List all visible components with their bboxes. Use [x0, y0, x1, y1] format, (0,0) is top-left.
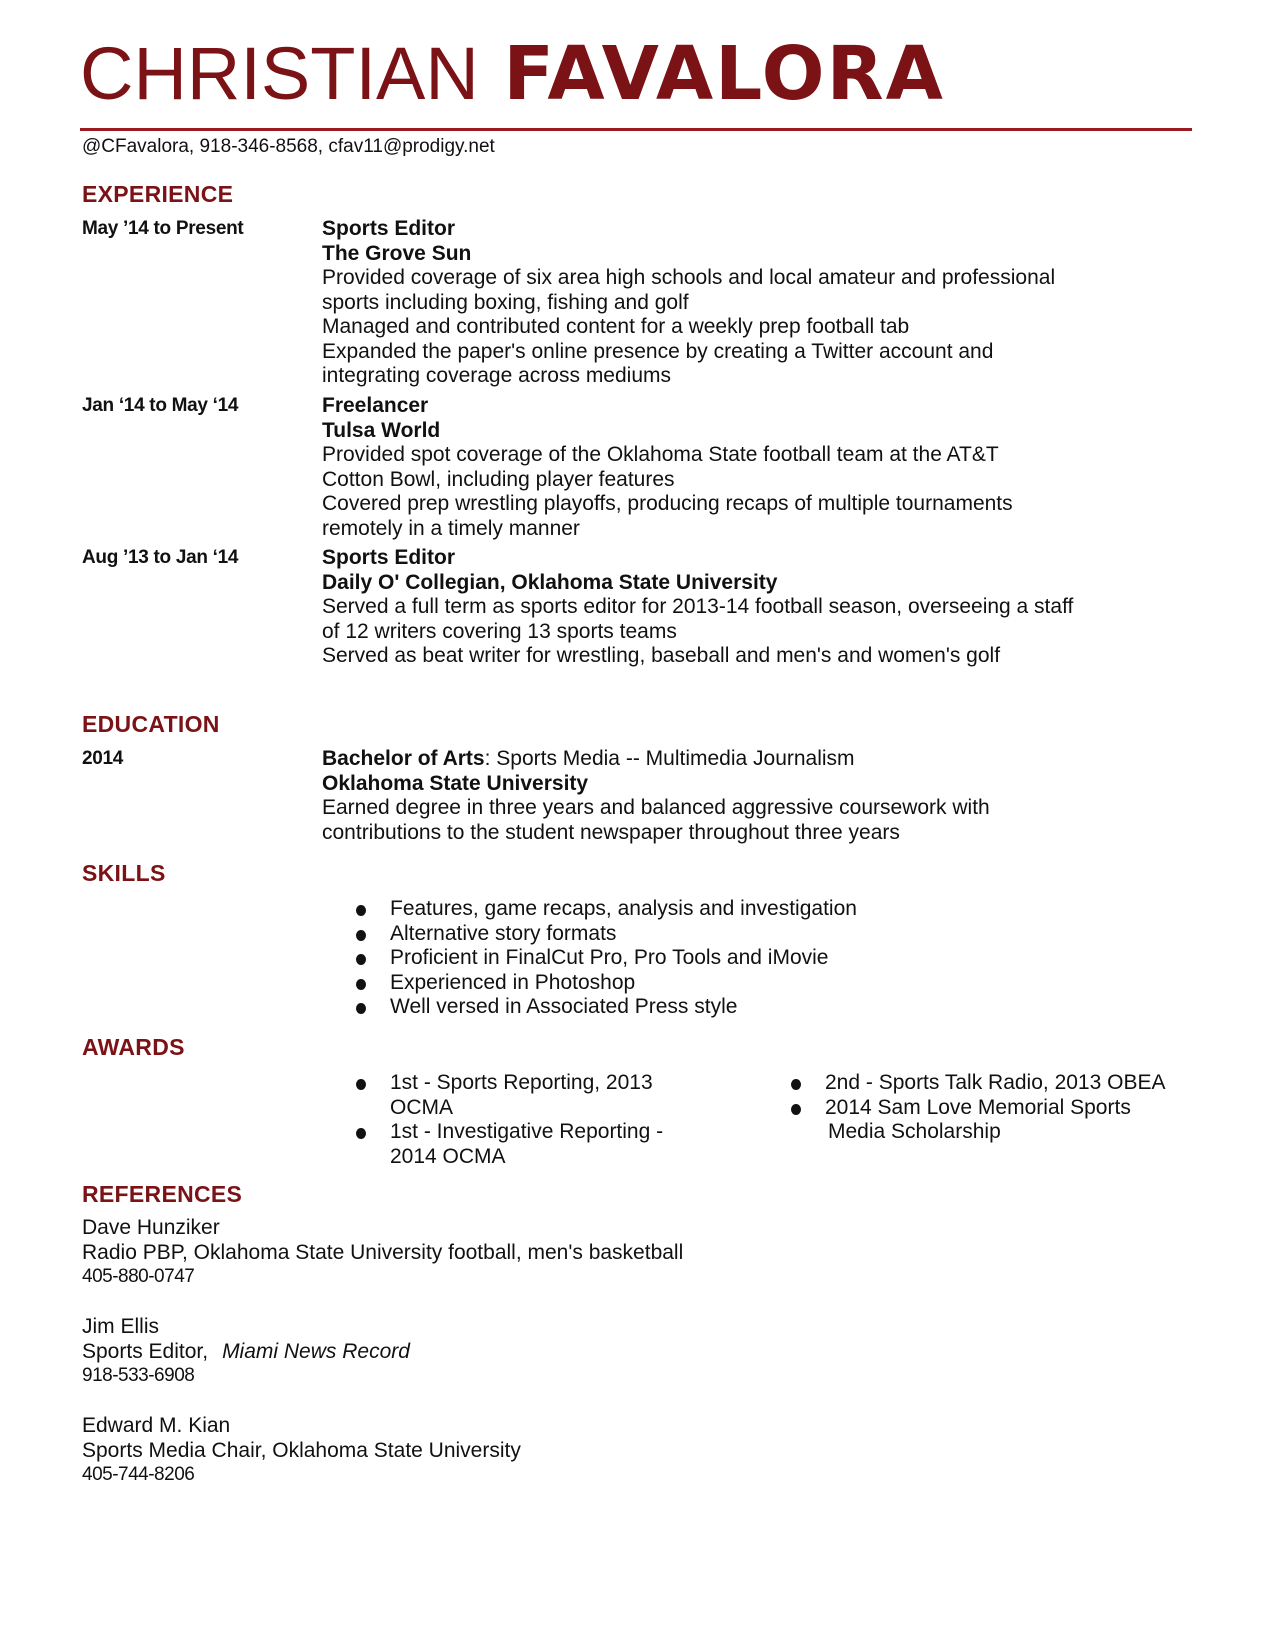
- job-detail: of 12 writers covering 13 sports teams: [322, 619, 677, 643]
- reference-phone: 405-744-8206: [82, 1464, 195, 1485]
- reference-name: Edward M. Kian: [82, 1414, 231, 1437]
- job-org: The Grove Sun: [322, 241, 472, 265]
- education-detail: contributions to the student newspaper throughout three years: [322, 820, 900, 844]
- job-detail: remotely in a timely manner: [322, 516, 580, 540]
- job-detail: Served as beat writer for wrestling, baseball and men's and women's golf: [322, 644, 1001, 667]
- job-detail: Covered prep wrestling playoffs, producing recaps of multiple tournaments: [322, 492, 1013, 515]
- bullet-icon: [356, 905, 366, 916]
- experience-entry: [322, 217, 1202, 389]
- skills-list: [356, 897, 857, 1020]
- bullet-icon: [356, 1079, 366, 1090]
- job-role: Sports Editor: [322, 217, 456, 240]
- section-title-skills: SKILLS: [82, 860, 166, 886]
- reference-title: Sports Media Chair, Oklahoma State University: [82, 1438, 521, 1462]
- job-detail: Expanded the paper's online presence by creating a Twitter account and: [322, 339, 994, 363]
- award-item: 1st - Investigative Reporting - 2014 OCMA: [356, 1120, 736, 1169]
- job-role: Freelancer: [322, 394, 429, 417]
- last-name: FAVALORA: [503, 31, 945, 117]
- experience-date: May ’14 to Present: [82, 218, 244, 239]
- bullet-icon: [356, 1128, 366, 1139]
- contact-line: @CFavalora, 918-346-8568, cfav11@prodigy.net: [82, 136, 495, 157]
- job-role: Sports Editor: [322, 546, 456, 569]
- degree-detail: : Sports Media -- Multimedia Journalism: [484, 747, 855, 770]
- job-detail: Provided coverage of six area high schools and local amateur and professional: [322, 266, 1056, 289]
- bullet-icon: [356, 930, 366, 941]
- experience-entry: [322, 546, 1202, 669]
- education-date: 2014: [82, 748, 124, 769]
- reference-entry: [82, 1414, 521, 1488]
- bullet-icon: [791, 1079, 801, 1090]
- award-item: 1st - Sports Reporting, 2013 OCMA: [356, 1071, 736, 1120]
- reference-phone: 405-880-0747: [82, 1266, 195, 1287]
- bullet-icon: [791, 1104, 801, 1115]
- header-divider: [80, 128, 1192, 131]
- reference-name: Dave Hunziker: [82, 1216, 220, 1239]
- reference-entry: [82, 1315, 410, 1389]
- award-item: 2014 Sam Love Memorial Sports Media Scholarship: [791, 1096, 1211, 1145]
- section-title-awards: AWARDS: [82, 1034, 185, 1060]
- first-name: CHRISTIAN: [80, 32, 479, 115]
- reference-title-line: [82, 1340, 410, 1365]
- job-org: Daily O' Collegian, Oklahoma State University: [322, 570, 778, 594]
- experience-date: Jan ‘14 to May ‘14: [82, 395, 239, 416]
- job-detail: Provided spot coverage of the Oklahoma State football team at the AT&T: [322, 443, 999, 466]
- skill-item: Well versed in Associated Press style: [356, 995, 857, 1020]
- reference-entry: [82, 1216, 683, 1290]
- awards-list-right: [791, 1071, 1211, 1145]
- reference-phone: 918-533-6908: [82, 1365, 195, 1386]
- skill-item: Proficient in FinalCut Pro, Pro Tools and iMovie: [356, 946, 857, 971]
- skill-item: Experienced in Photoshop: [356, 971, 857, 996]
- skill-item: Alternative story formats: [356, 922, 857, 947]
- degree-label: Bachelor of Arts: [322, 747, 485, 770]
- degree-line: [322, 747, 1202, 772]
- experience-date: Aug ’13 to Jan ‘14: [82, 547, 239, 568]
- candidate-name: [80, 32, 945, 116]
- section-title-references: REFERENCES: [82, 1181, 243, 1207]
- job-detail: Cotton Bowl, including player features: [322, 467, 675, 491]
- reference-title: Radio PBP, Oklahoma State University football, men's basketball: [82, 1240, 684, 1264]
- job-detail: Managed and contributed content for a weekly prep football tab: [322, 315, 910, 338]
- education-detail: Earned degree in three years and balanced aggressive coursework with: [322, 796, 990, 819]
- reference-title: Sports Editor,: [82, 1339, 209, 1363]
- experience-entry: [322, 394, 1202, 541]
- school-name: Oklahoma State University: [322, 771, 589, 795]
- award-item: 2nd - Sports Talk Radio, 2013 OBEA: [791, 1071, 1211, 1096]
- bullet-icon: [356, 979, 366, 990]
- skill-item: Features, game recaps, analysis and investigation: [356, 897, 857, 922]
- job-org: Tulsa World: [322, 418, 441, 442]
- reference-publication: Miami News Record: [222, 1339, 410, 1363]
- awards-list-left: [356, 1071, 736, 1169]
- reference-name: Jim Ellis: [82, 1315, 159, 1338]
- job-detail: integrating coverage across mediums: [322, 364, 672, 387]
- section-title-experience: EXPERIENCE: [82, 181, 234, 207]
- job-detail: sports including boxing, fishing and golf: [322, 290, 689, 314]
- bullet-icon: [356, 954, 366, 965]
- section-title-education: EDUCATION: [82, 711, 220, 737]
- bullet-icon: [356, 1003, 366, 1014]
- job-detail: Served a full term as sports editor for 2013-14 football season, overseeing a staff: [322, 595, 1074, 618]
- education-entry: [322, 747, 1202, 845]
